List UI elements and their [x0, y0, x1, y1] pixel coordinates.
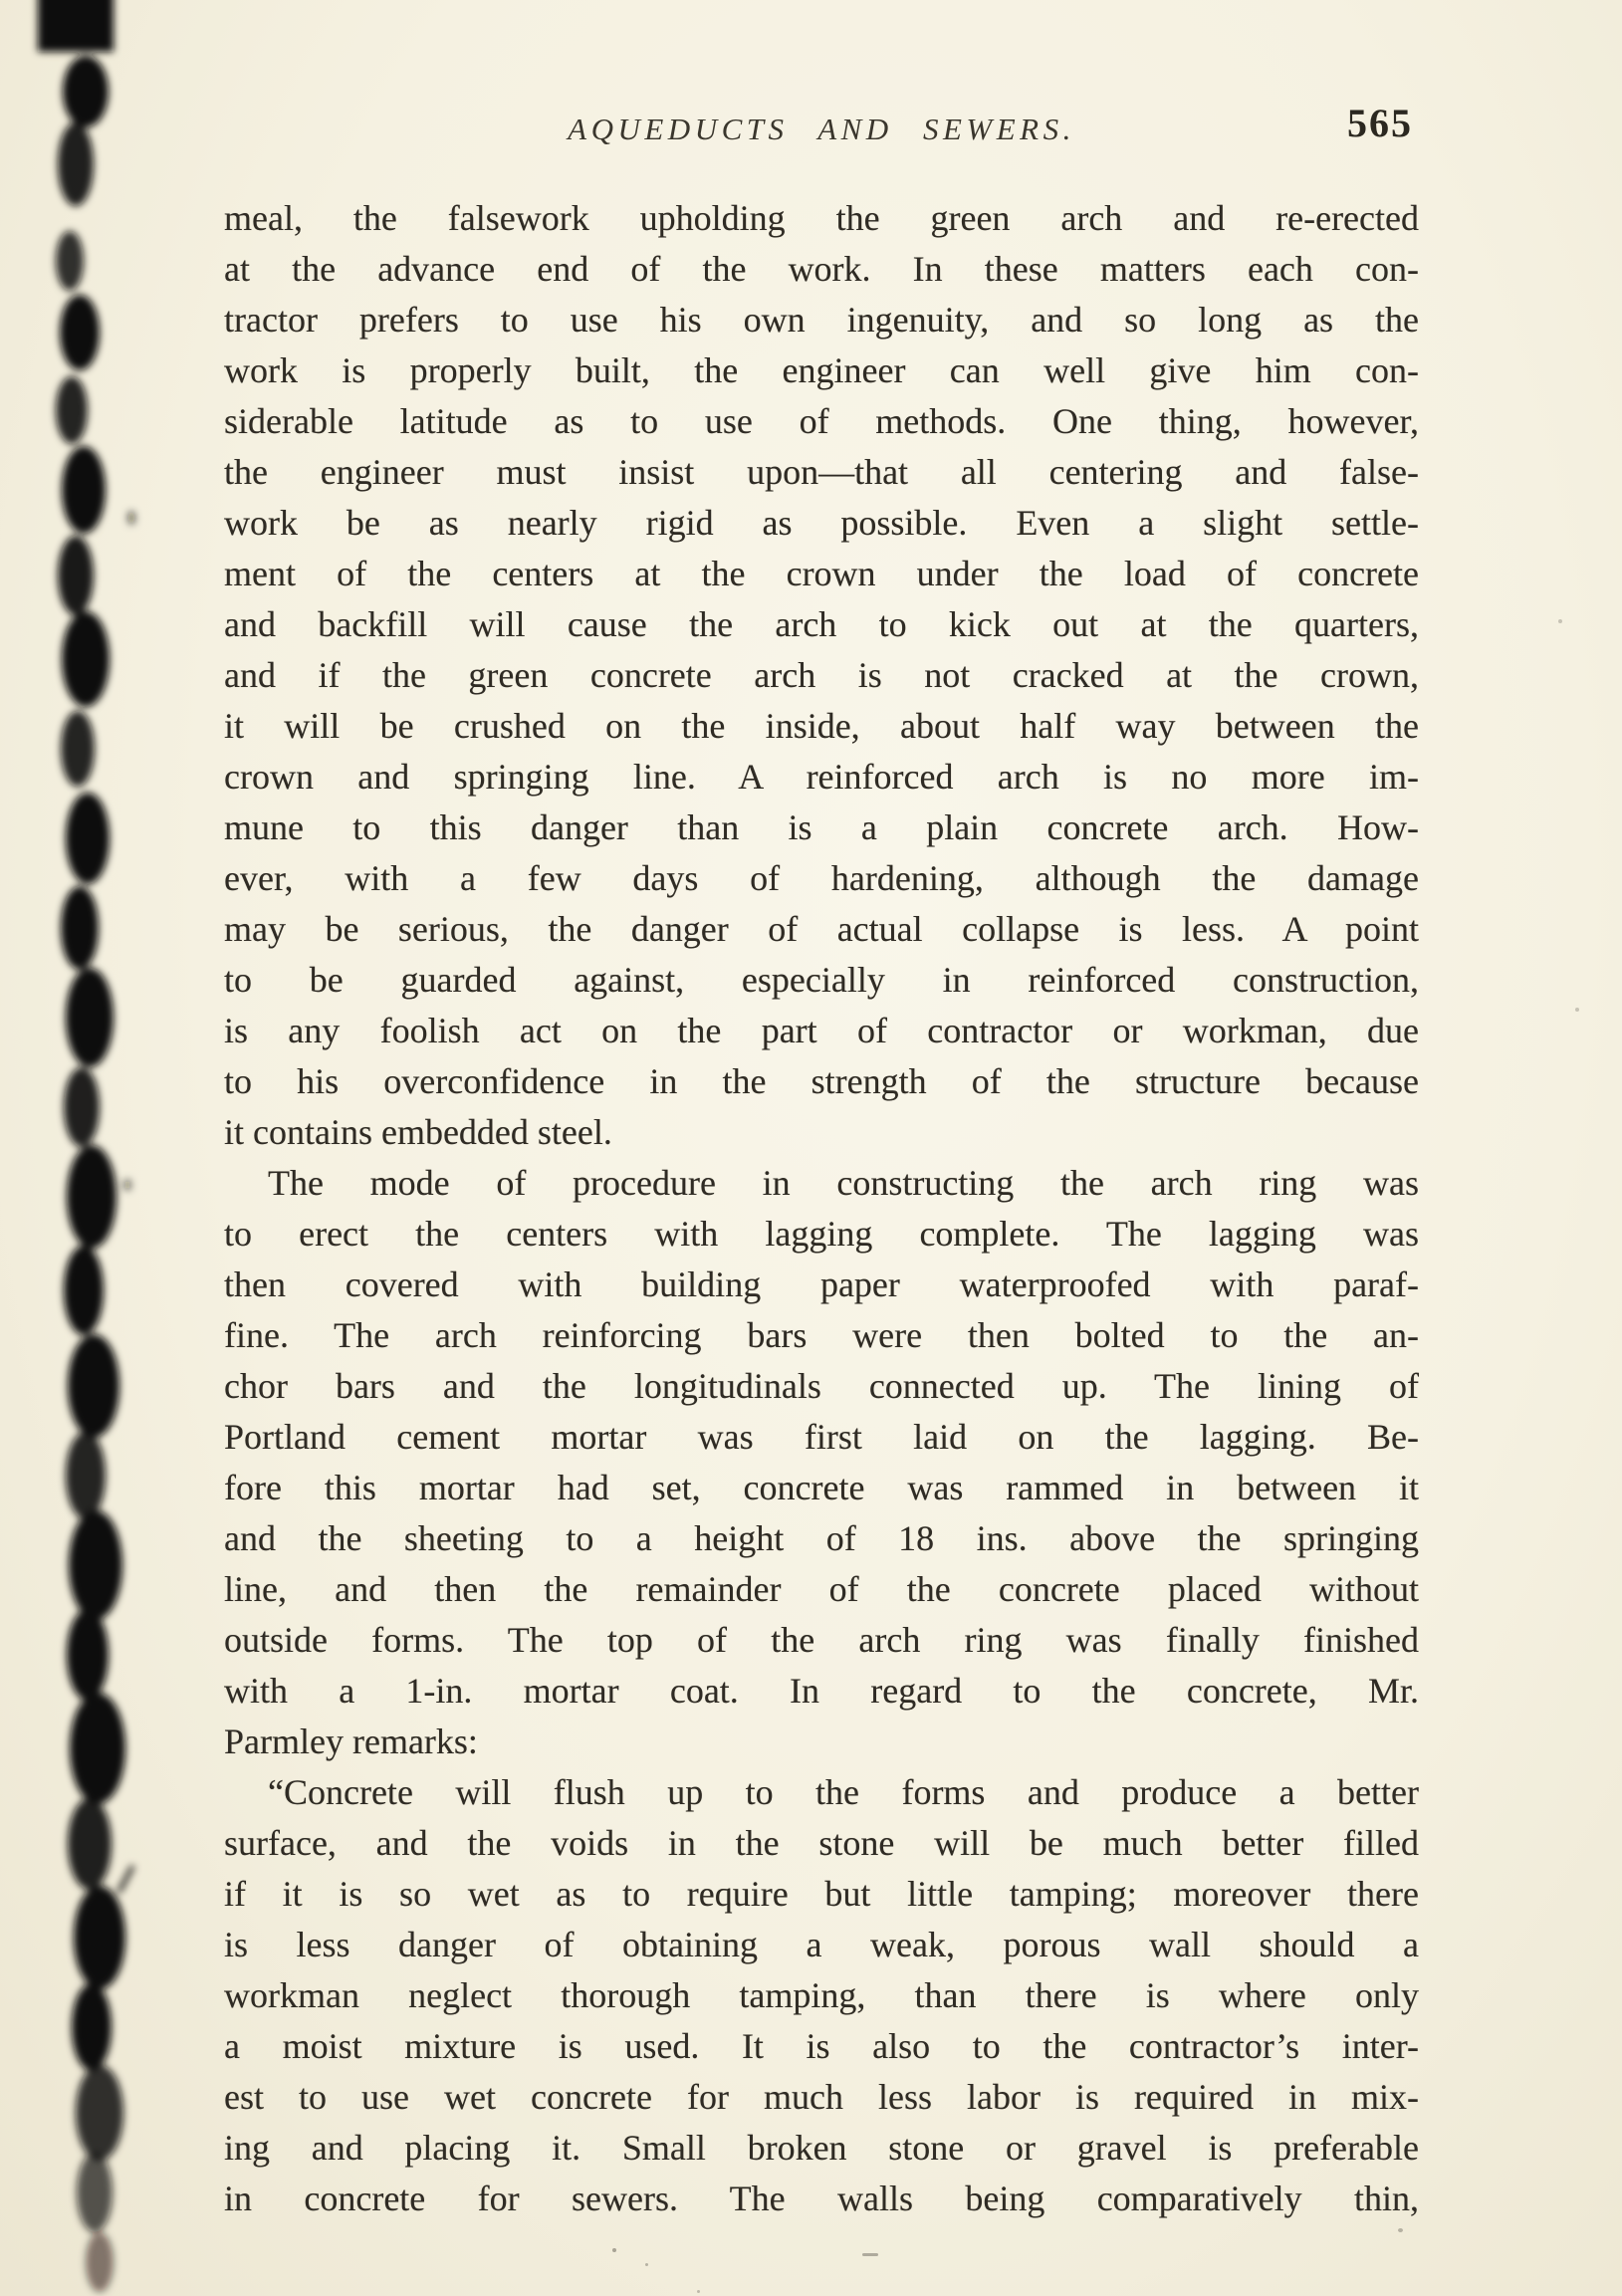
text-line: is any foolish act on the part of contractor or workman, due: [224, 1011, 1419, 1050]
text-line: to be guarded against, especially in reinforced construction,: [224, 960, 1419, 1000]
text-line: workman neglect thorough tamping, than there is where only: [224, 1975, 1419, 2015]
text-line: ing and placing it. Small broken stone or gravel is preferable: [224, 2128, 1419, 2168]
text-line: work is properly built, the engineer can well give him con-: [224, 350, 1419, 390]
text-line: with a 1-in. mortar coat. In regard to the concrete, Mr.: [224, 1671, 1419, 1711]
text-line: and the sheeting to a height of 18 ins. above the springing: [224, 1518, 1419, 1558]
text-line: tractor prefers to use his own ingenuity, and so long as the: [224, 300, 1419, 340]
page-body: [224, 193, 1419, 2224]
text-line: may be serious, the danger of actual collapse is less. A point: [224, 909, 1419, 949]
text-line: and if the green concrete arch is not cracked at the crown,: [224, 655, 1419, 695]
text-line: Portland cement mortar was first laid on the lagging. Be-: [224, 1417, 1419, 1457]
page-number: 565: [1347, 101, 1413, 145]
scan-speck: [862, 2253, 878, 2256]
scan-speck: [1558, 619, 1562, 623]
text-line: at the advance end of the work. In these matters each con-: [224, 249, 1419, 289]
text-line: is less danger of obtaining a weak, porous wall should a: [224, 1925, 1419, 1964]
text-line: ever, with a few days of hardening, although the damage: [224, 858, 1419, 898]
text-line: work be as nearly rigid as possible. Even a slight settle-: [224, 503, 1419, 543]
text-line: mune to this danger than is a plain concrete arch. How-: [224, 807, 1419, 847]
paragraph: [224, 193, 1419, 1158]
text-line: in concrete for sewers. The walls being comparatively thin,: [224, 2179, 1419, 2218]
text-line: it will be crushed on the inside, about half way between the: [224, 706, 1419, 746]
paragraph: [224, 1158, 1419, 1767]
text-line: line, and then the remainder of the concrete placed without: [224, 1569, 1419, 1609]
text-line: then covered with building paper waterproofed with paraf-: [224, 1264, 1419, 1304]
text-line: The mode of procedure in constructing the arch ring was: [268, 1163, 1419, 1203]
text-line: siderable latitude as to use of methods. One thing, however,: [224, 401, 1419, 441]
text-line: crown and springing line. A reinforced arch is no more im-: [224, 757, 1419, 797]
text-line: to erect the centers with lagging complete. The lagging was: [224, 1214, 1419, 1254]
paragraph: [224, 1767, 1419, 2224]
scan-speck: [697, 2290, 700, 2293]
text-line: chor bars and the longitudinals connected up. The lining of: [224, 1366, 1419, 1406]
text-line: outside forms. The top of the arch ring was finally finished: [224, 1620, 1419, 1660]
text-line: to his overconfidence in the strength of the structure because: [224, 1061, 1419, 1101]
text-line: and backfill will cause the arch to kick out at the quarters,: [224, 604, 1419, 644]
text-line: it contains embedded steel.: [224, 1112, 612, 1152]
text-line: Parmley remarks:: [224, 1722, 478, 1761]
scan-edge-artifact: [0, 0, 159, 2296]
scan-speck: [1575, 1008, 1579, 1012]
page-header: [224, 102, 1419, 165]
scan-speck: [1398, 2228, 1403, 2232]
running-title: AQUEDUCTS AND SEWERS.: [568, 112, 1075, 146]
text-line: if it is so wet as to require but little tamping; moreover there: [224, 1874, 1419, 1914]
text-line: ment of the centers at the crown under the load of concrete: [224, 554, 1419, 593]
text-line: a moist mixture is used. It is also to the contractor’s inter-: [224, 2026, 1419, 2066]
text-line: fine. The arch reinforcing bars were then bolted to the an-: [224, 1315, 1419, 1355]
text-line: est to use wet concrete for much less labor is required in mix-: [224, 2077, 1419, 2117]
text-line: fore this mortar had set, concrete was rammed in between it: [224, 1468, 1419, 1507]
scan-speck: [645, 2263, 648, 2266]
text-line: the engineer must insist upon—that all centering and false-: [224, 452, 1419, 492]
text-line: surface, and the voids in the stone will be much better filled: [224, 1823, 1419, 1863]
scan-speck: [612, 2248, 616, 2252]
text-line: meal, the falsework upholding the green arch and re-erected: [224, 198, 1419, 238]
text-line: “Concrete will flush up to the forms and produce a better: [268, 1772, 1419, 1812]
